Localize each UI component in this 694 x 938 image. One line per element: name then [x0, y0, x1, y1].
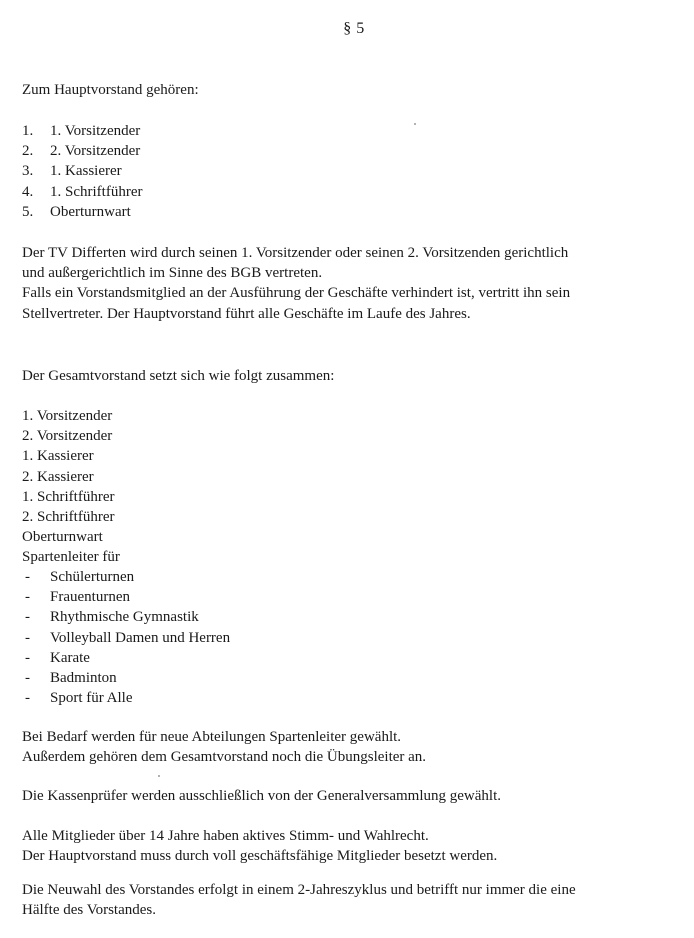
neuwahl-paragraph: [22, 880, 682, 920]
wahlrecht-paragraph: [22, 826, 682, 866]
dash-bullet: -: [25, 589, 30, 606]
list-label: 2. Vorsitzender: [50, 143, 141, 160]
dash-bullet: -: [25, 629, 30, 646]
hauptvorstand-list: [22, 121, 682, 222]
list-item: [22, 182, 682, 202]
list-number: 2.: [22, 143, 34, 160]
section-heading: § 5: [343, 20, 365, 37]
list-label: 1. Kassierer: [50, 163, 122, 180]
list-item: 2. Vorsitzender: [22, 428, 113, 445]
kassenpruefer-paragraph: [22, 786, 682, 806]
paragraph-line: und außergerichtlich im Sinne des BGB vertreten.: [22, 265, 323, 282]
list-label: Karate: [50, 649, 90, 666]
paragraph-line: Stellvertreter. Der Hauptvorstand führt alle Geschäfte im Laufe des Jahres.: [22, 305, 471, 322]
list-item: [22, 121, 682, 141]
intro-text: Der Gesamtvorstand setzt sich wie folgt zusammen:: [22, 368, 335, 384]
list-label: Sport für Alle: [50, 690, 133, 707]
list-label: Schülerturnen: [50, 569, 135, 585]
scan-speck: [158, 775, 160, 777]
list-item: [22, 141, 682, 161]
paragraph-line: Die Kassenprüfer werden ausschließlich von der Generalversammlung gewählt.: [22, 788, 501, 804]
gesamtvorstand-intro: [22, 366, 682, 386]
scan-speck: [414, 123, 416, 125]
list-item: [22, 628, 682, 648]
sparten-list: [22, 567, 682, 708]
list-item: 2. Schriftführer: [22, 509, 115, 526]
paragraph-line: Der TV Differten wird durch seinen 1. Vorsitzender oder seinen 2. Vorsitzenden gerichtlich: [22, 245, 569, 261]
list-item: [22, 607, 682, 627]
hauptvorstand-intro: [22, 80, 682, 100]
list-item: [22, 668, 682, 688]
dash-bullet: -: [25, 670, 30, 687]
list-number: 3.: [22, 163, 34, 180]
paragraph-line: Alle Mitglieder über 14 Jahre haben aktives Stimm- und Wahlrecht.: [22, 828, 429, 844]
list-item: 1. Schriftführer: [22, 488, 115, 505]
paragraph-line: Die Neuwahl des Vorstandes erfolgt in einem 2-Jahreszyklus und betrifft nur immer die eine: [22, 882, 576, 898]
list-label: Rhythmische Gymnastik: [50, 609, 199, 626]
list-item: Spartenleiter für: [22, 549, 120, 566]
list-item: 2. Kassierer: [22, 468, 94, 485]
list-item: [22, 688, 682, 708]
list-label: 1. Schriftführer: [50, 183, 143, 200]
list-item: [22, 202, 682, 222]
list-label: 1. Vorsitzender: [50, 123, 141, 139]
gesamtvorstand-list: [22, 406, 682, 568]
dash-bullet: -: [25, 649, 30, 666]
list-item: 1. Vorsitzender: [22, 408, 113, 424]
paragraph-line: Bei Bedarf werden für neue Abteilungen Spartenleiter gewählt.: [22, 729, 402, 745]
list-number: 5.: [22, 203, 34, 220]
intro-text: Zum Hauptvorstand gehören:: [22, 82, 199, 98]
list-item: [22, 567, 682, 587]
list-number: 1.: [22, 123, 34, 139]
list-label: Badminton: [50, 670, 117, 687]
paragraph-line: Hälfte des Vorstandes.: [22, 902, 157, 919]
list-item: [22, 587, 682, 607]
list-label: Frauenturnen: [50, 589, 130, 606]
paragraph-line: Falls ein Vorstandsmitglied an der Ausführung der Geschäfte verhindert ist, vertritt ihn sein: [22, 285, 571, 302]
list-label: Volleyball Damen und Herren: [50, 629, 231, 646]
dash-bullet: -: [25, 609, 30, 626]
bedarf-paragraph: [22, 727, 682, 767]
paragraph-line: Außerdem gehören dem Gesamtvorstand noch die Übungsleiter an.: [22, 749, 427, 766]
representation-paragraph: [22, 243, 682, 324]
dash-bullet: -: [25, 569, 30, 585]
list-item: 1. Kassierer: [22, 448, 94, 465]
list-label: Oberturnwart: [50, 203, 131, 220]
dash-bullet: -: [25, 690, 30, 707]
list-item: Oberturnwart: [22, 529, 103, 546]
list-item: [22, 648, 682, 668]
paragraph-line: Der Hauptvorstand muss durch voll geschäftsfähige Mitglieder besetzt werden.: [22, 848, 498, 865]
list-item: [22, 161, 682, 181]
list-number: 4.: [22, 183, 34, 200]
